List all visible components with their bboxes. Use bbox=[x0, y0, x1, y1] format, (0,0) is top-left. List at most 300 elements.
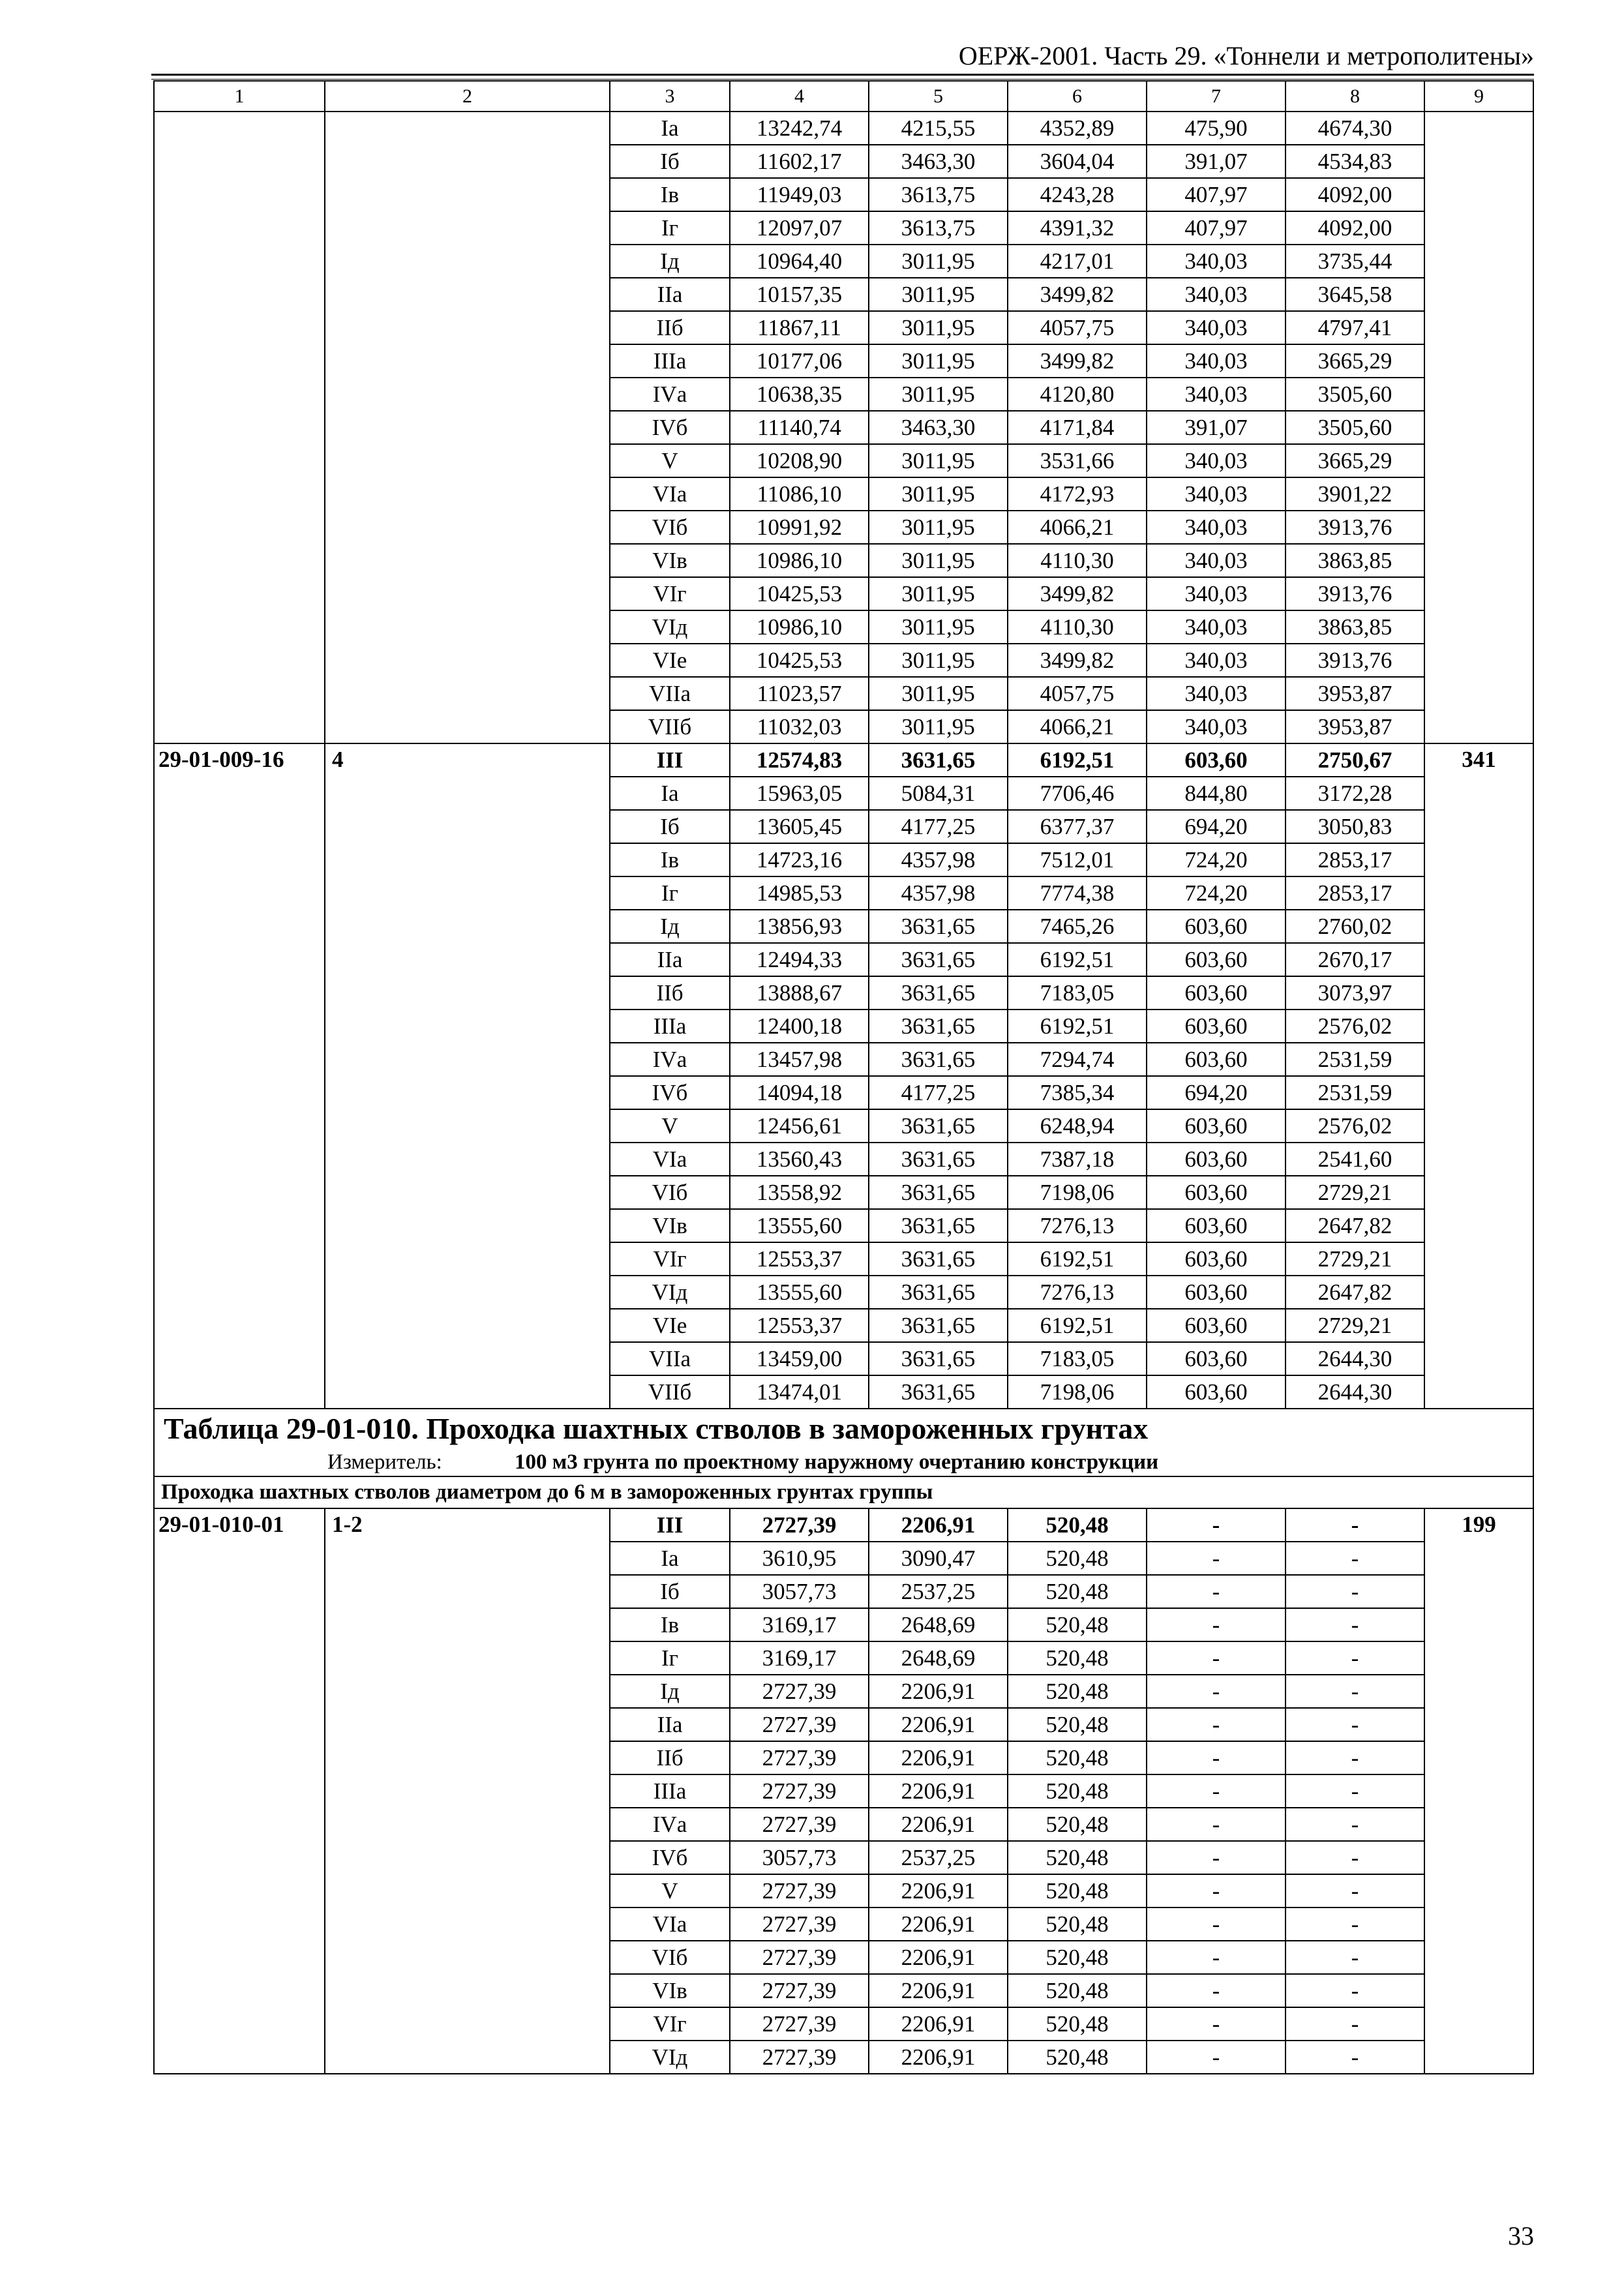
region-code: III bbox=[610, 1508, 730, 1542]
cost-value: 844,80 bbox=[1147, 777, 1286, 810]
cost-value: 10425,53 bbox=[730, 644, 869, 677]
cost-value: 340,03 bbox=[1147, 710, 1286, 743]
cost-value: 2531,59 bbox=[1286, 1076, 1424, 1109]
cost-value: 2206,91 bbox=[869, 1708, 1008, 1741]
cost-value: 3735,44 bbox=[1286, 245, 1424, 278]
cost-value: - bbox=[1147, 1641, 1286, 1675]
region-code: VIа bbox=[610, 1143, 730, 1176]
cost-value: 3631,65 bbox=[869, 1309, 1008, 1342]
cost-value: 391,07 bbox=[1147, 411, 1286, 444]
rate-parameter: 4 bbox=[325, 743, 610, 1409]
cost-value: - bbox=[1147, 1974, 1286, 2007]
cost-value: - bbox=[1286, 1774, 1424, 1808]
cost-value: 2670,17 bbox=[1286, 943, 1424, 976]
cost-value: 340,03 bbox=[1147, 477, 1286, 511]
cost-value: 4217,01 bbox=[1008, 245, 1147, 278]
cost-value: 603,60 bbox=[1147, 1342, 1286, 1375]
cost-value: 2644,30 bbox=[1286, 1375, 1424, 1409]
cost-value: 2206,91 bbox=[869, 1874, 1008, 1908]
rate-code: 29-01-009-16 bbox=[154, 743, 325, 1409]
cost-value: 3011,95 bbox=[869, 544, 1008, 577]
region-code: VIа bbox=[610, 477, 730, 511]
cost-value: 7385,34 bbox=[1008, 1076, 1147, 1109]
cost-value: 10208,90 bbox=[730, 444, 869, 477]
region-code: V bbox=[610, 444, 730, 477]
region-code: VIе bbox=[610, 644, 730, 677]
cost-value: 4172,93 bbox=[1008, 477, 1147, 511]
cost-value: 3631,65 bbox=[869, 910, 1008, 943]
cost-value: 2727,39 bbox=[730, 1508, 869, 1542]
cost-value: 3090,47 bbox=[869, 1542, 1008, 1575]
cost-value: 13560,43 bbox=[730, 1143, 869, 1176]
cost-value: 340,03 bbox=[1147, 245, 1286, 278]
cost-value: 2727,39 bbox=[730, 2041, 869, 2074]
cost-value: 3011,95 bbox=[869, 378, 1008, 411]
cost-value: 11140,74 bbox=[730, 411, 869, 444]
cost-value: - bbox=[1286, 2041, 1424, 2074]
cost-value: 3913,76 bbox=[1286, 577, 1424, 610]
cost-value: 2206,91 bbox=[869, 1974, 1008, 2007]
rates-table-body bbox=[154, 81, 1533, 2074]
cost-value: 3631,65 bbox=[869, 1276, 1008, 1309]
region-code: Iв bbox=[610, 178, 730, 211]
cost-value: - bbox=[1147, 1841, 1286, 1874]
running-header: ОЕРЖ-2001. Часть 29. «Тоннели и метрополитены» bbox=[958, 41, 1534, 70]
cost-value: 3505,60 bbox=[1286, 411, 1424, 444]
region-code: Iа bbox=[610, 777, 730, 810]
cost-value: 3073,97 bbox=[1286, 976, 1424, 1010]
cost-value: 15963,05 bbox=[730, 777, 869, 810]
cost-value: - bbox=[1286, 1675, 1424, 1708]
cost-value: 6192,51 bbox=[1008, 743, 1147, 777]
cost-value: 603,60 bbox=[1147, 743, 1286, 777]
cost-value: 3604,04 bbox=[1008, 145, 1147, 178]
table-title: Таблица 29-01-010. Проходка шахтных стволов в замороженных грунтах bbox=[154, 1409, 1533, 1448]
cost-value: 3011,95 bbox=[869, 477, 1008, 511]
cost-value: 3011,95 bbox=[869, 444, 1008, 477]
cost-value: 3631,65 bbox=[869, 976, 1008, 1010]
region-code: IIб bbox=[610, 311, 730, 344]
col-number: 2 bbox=[325, 81, 610, 112]
cost-value: 4534,83 bbox=[1286, 145, 1424, 178]
resource-ref: 341 bbox=[1424, 743, 1533, 1409]
cost-value: 603,60 bbox=[1147, 1276, 1286, 1309]
cost-value: 603,60 bbox=[1147, 943, 1286, 976]
measure-row bbox=[154, 1448, 1533, 1476]
cost-value: 3631,65 bbox=[869, 943, 1008, 976]
cost-value: - bbox=[1286, 1708, 1424, 1741]
cost-value: - bbox=[1147, 1908, 1286, 1941]
region-code: Iв bbox=[610, 843, 730, 876]
cost-value: 3631,65 bbox=[869, 1143, 1008, 1176]
col-number: 5 bbox=[869, 81, 1008, 112]
cost-value: - bbox=[1286, 1608, 1424, 1641]
region-code: Iв bbox=[610, 1608, 730, 1641]
cost-value: - bbox=[1286, 1974, 1424, 2007]
cost-value: 13856,93 bbox=[730, 910, 869, 943]
cost-value: - bbox=[1147, 1741, 1286, 1774]
cost-value: 12574,83 bbox=[730, 743, 869, 777]
rates-table bbox=[153, 80, 1534, 2074]
cost-value: 3901,22 bbox=[1286, 477, 1424, 511]
cost-value: 3169,17 bbox=[730, 1641, 869, 1675]
cost-value: 3463,30 bbox=[869, 411, 1008, 444]
cost-value: 603,60 bbox=[1147, 1043, 1286, 1076]
cost-value: 724,20 bbox=[1147, 843, 1286, 876]
cost-value: 603,60 bbox=[1147, 1209, 1286, 1242]
cost-value: 340,03 bbox=[1147, 278, 1286, 311]
region-code: VIд bbox=[610, 610, 730, 644]
cost-value: 2206,91 bbox=[869, 1508, 1008, 1542]
cost-value: 603,60 bbox=[1147, 1143, 1286, 1176]
region-code: Iа bbox=[610, 1542, 730, 1575]
cost-value: 3057,73 bbox=[730, 1575, 869, 1608]
cost-value: 3011,95 bbox=[869, 644, 1008, 677]
region-code: IVа bbox=[610, 378, 730, 411]
cost-value: 603,60 bbox=[1147, 1010, 1286, 1043]
cost-value: 2729,21 bbox=[1286, 1176, 1424, 1209]
region-code: VIд bbox=[610, 2041, 730, 2074]
cost-value: 2853,17 bbox=[1286, 843, 1424, 876]
cost-value: 520,48 bbox=[1008, 1542, 1147, 1575]
cost-value: - bbox=[1147, 1508, 1286, 1542]
cost-value: - bbox=[1286, 1508, 1424, 1542]
cost-value: 11032,03 bbox=[730, 710, 869, 743]
region-code: VIг bbox=[610, 2007, 730, 2041]
cost-value: 3913,76 bbox=[1286, 511, 1424, 544]
col-number: 4 bbox=[730, 81, 869, 112]
cost-value: 340,03 bbox=[1147, 544, 1286, 577]
cost-value: - bbox=[1286, 1874, 1424, 1908]
cost-value: 7183,05 bbox=[1008, 1342, 1147, 1375]
cost-value: 520,48 bbox=[1008, 2007, 1147, 2041]
cost-value: 603,60 bbox=[1147, 910, 1286, 943]
cost-value: 4120,80 bbox=[1008, 378, 1147, 411]
cost-value: 520,48 bbox=[1008, 1974, 1147, 2007]
cost-value: 13457,98 bbox=[730, 1043, 869, 1076]
cost-value: 3499,82 bbox=[1008, 278, 1147, 311]
region-code: IIIа bbox=[610, 1774, 730, 1808]
cost-value: - bbox=[1286, 1908, 1424, 1941]
cost-value: 340,03 bbox=[1147, 511, 1286, 544]
cost-value: 7198,06 bbox=[1008, 1176, 1147, 1209]
cost-value: - bbox=[1147, 2041, 1286, 2074]
cost-value: 6192,51 bbox=[1008, 1309, 1147, 1342]
cost-value: 2750,67 bbox=[1286, 743, 1424, 777]
column-number-row bbox=[154, 81, 1533, 112]
cost-value: 6377,37 bbox=[1008, 810, 1147, 843]
cost-value: - bbox=[1286, 1542, 1424, 1575]
cost-value: 13558,92 bbox=[730, 1176, 869, 1209]
col-number: 1 bbox=[154, 81, 325, 112]
cost-value: 4110,30 bbox=[1008, 544, 1147, 577]
cost-value: 10157,35 bbox=[730, 278, 869, 311]
cost-value: 520,48 bbox=[1008, 1774, 1147, 1808]
cost-value: 2647,82 bbox=[1286, 1276, 1424, 1309]
cost-value: 2727,39 bbox=[730, 1774, 869, 1808]
cost-value: 3631,65 bbox=[869, 1109, 1008, 1143]
cost-value: 3631,65 bbox=[869, 743, 1008, 777]
cost-value: 340,03 bbox=[1147, 344, 1286, 378]
cost-value: 3953,87 bbox=[1286, 710, 1424, 743]
cost-value: - bbox=[1286, 2007, 1424, 2041]
cost-value: - bbox=[1286, 1808, 1424, 1841]
cost-value: - bbox=[1286, 1741, 1424, 1774]
cost-value: 6192,51 bbox=[1008, 1242, 1147, 1276]
table-title-row bbox=[154, 1409, 1533, 1448]
cost-value: 3011,95 bbox=[869, 677, 1008, 710]
cost-value: 2531,59 bbox=[1286, 1043, 1424, 1076]
cost-value: 3057,73 bbox=[730, 1841, 869, 1874]
cost-value: 2727,39 bbox=[730, 1675, 869, 1708]
cost-value: 13888,67 bbox=[730, 976, 869, 1010]
region-code: Iб bbox=[610, 145, 730, 178]
cost-value: - bbox=[1286, 1841, 1424, 1874]
resource-ref bbox=[1424, 112, 1533, 743]
cost-value: 12456,61 bbox=[730, 1109, 869, 1143]
region-code: IIIа bbox=[610, 344, 730, 378]
cost-value: 520,48 bbox=[1008, 1874, 1147, 1908]
cost-value: 3011,95 bbox=[869, 311, 1008, 344]
region-code: Iа bbox=[610, 112, 730, 145]
cost-value: 2727,39 bbox=[730, 1908, 869, 1941]
region-code: VIб bbox=[610, 511, 730, 544]
cost-value: - bbox=[1286, 1575, 1424, 1608]
rate-parameter bbox=[325, 112, 610, 743]
cost-value: 13605,45 bbox=[730, 810, 869, 843]
measure-label: Измеритель: bbox=[327, 1450, 442, 1474]
cost-value: 3463,30 bbox=[869, 145, 1008, 178]
region-code: IVб bbox=[610, 1076, 730, 1109]
cost-value: 475,90 bbox=[1147, 112, 1286, 145]
cost-value: 520,48 bbox=[1008, 1808, 1147, 1841]
cost-value: 4177,25 bbox=[869, 1076, 1008, 1109]
cost-value: 2853,17 bbox=[1286, 876, 1424, 910]
cost-value: 6192,51 bbox=[1008, 943, 1147, 976]
region-code: Iг bbox=[610, 876, 730, 910]
cost-value: 7276,13 bbox=[1008, 1209, 1147, 1242]
cost-value: 7706,46 bbox=[1008, 777, 1147, 810]
cost-value: 3011,95 bbox=[869, 577, 1008, 610]
cost-value: 6248,94 bbox=[1008, 1109, 1147, 1143]
cost-value: 2541,60 bbox=[1286, 1143, 1424, 1176]
cost-value: 340,03 bbox=[1147, 378, 1286, 411]
region-code: Iд bbox=[610, 1675, 730, 1708]
cost-value: 2648,69 bbox=[869, 1608, 1008, 1641]
region-code: Iг bbox=[610, 1641, 730, 1675]
cost-value: 2727,39 bbox=[730, 1874, 869, 1908]
region-code: VIб bbox=[610, 1941, 730, 1974]
region-code: IIа bbox=[610, 1708, 730, 1741]
cost-value: - bbox=[1147, 2007, 1286, 2041]
cost-value: 4243,28 bbox=[1008, 178, 1147, 211]
cost-value: 2727,39 bbox=[730, 2007, 869, 2041]
cost-value: 4177,25 bbox=[869, 810, 1008, 843]
cost-value: 4674,30 bbox=[1286, 112, 1424, 145]
cost-value: 2648,69 bbox=[869, 1641, 1008, 1675]
region-code: VIв bbox=[610, 544, 730, 577]
table-row bbox=[154, 1508, 1533, 1542]
cost-value: 520,48 bbox=[1008, 1841, 1147, 1874]
region-code: IIб bbox=[610, 976, 730, 1010]
cost-value: 13242,74 bbox=[730, 112, 869, 145]
cost-value: 340,03 bbox=[1147, 444, 1286, 477]
cost-value: - bbox=[1147, 1675, 1286, 1708]
cost-value: 4797,41 bbox=[1286, 311, 1424, 344]
table-row bbox=[154, 112, 1533, 145]
cost-value: 3505,60 bbox=[1286, 378, 1424, 411]
region-code: VIг bbox=[610, 577, 730, 610]
cost-value: 3011,95 bbox=[869, 245, 1008, 278]
cost-value: 13474,01 bbox=[730, 1375, 869, 1409]
cost-value: - bbox=[1147, 1808, 1286, 1841]
cost-value: 11867,11 bbox=[730, 311, 869, 344]
region-code: VIв bbox=[610, 1974, 730, 2007]
cost-value: 12097,07 bbox=[730, 211, 869, 245]
cost-value: 520,48 bbox=[1008, 1608, 1147, 1641]
cost-value: 2206,91 bbox=[869, 2041, 1008, 2074]
cost-value: 2206,91 bbox=[869, 1774, 1008, 1808]
cost-value: 340,03 bbox=[1147, 577, 1286, 610]
cost-value: 3913,76 bbox=[1286, 644, 1424, 677]
cost-value: 4066,21 bbox=[1008, 710, 1147, 743]
cost-value: 6192,51 bbox=[1008, 1010, 1147, 1043]
region-code: Iд bbox=[610, 245, 730, 278]
cost-value: 2729,21 bbox=[1286, 1242, 1424, 1276]
cost-value: 407,97 bbox=[1147, 211, 1286, 245]
region-code: IIIа bbox=[610, 1010, 730, 1043]
measure-cell bbox=[154, 1448, 1533, 1476]
cost-value: 340,03 bbox=[1147, 644, 1286, 677]
cost-value: 2727,39 bbox=[730, 1974, 869, 2007]
cost-value: 603,60 bbox=[1147, 1309, 1286, 1342]
cost-value: 4092,00 bbox=[1286, 211, 1424, 245]
cost-value: - bbox=[1286, 1941, 1424, 1974]
cost-value: 603,60 bbox=[1147, 1375, 1286, 1409]
subheading-row bbox=[154, 1476, 1533, 1508]
cost-value: 4092,00 bbox=[1286, 178, 1424, 211]
cost-value: - bbox=[1147, 1608, 1286, 1641]
region-code: V bbox=[610, 1874, 730, 1908]
cost-value: 2537,25 bbox=[869, 1841, 1008, 1874]
region-code: VIIб bbox=[610, 1375, 730, 1409]
cost-value: 12553,37 bbox=[730, 1309, 869, 1342]
cost-value: 4352,89 bbox=[1008, 112, 1147, 145]
measure-value: 100 м3 грунта по проектному наружному очертанию конструкции bbox=[515, 1450, 1159, 1474]
cost-value: 3631,65 bbox=[869, 1209, 1008, 1242]
cost-value: 7294,74 bbox=[1008, 1043, 1147, 1076]
cost-value: 2206,91 bbox=[869, 1741, 1008, 1774]
region-code: IVб bbox=[610, 1841, 730, 1874]
cost-value: 2206,91 bbox=[869, 1941, 1008, 1974]
cost-value: 3499,82 bbox=[1008, 344, 1147, 378]
cost-value: 2206,91 bbox=[869, 2007, 1008, 2041]
cost-value: 3613,75 bbox=[869, 178, 1008, 211]
cost-value: 2576,02 bbox=[1286, 1010, 1424, 1043]
cost-value: 3011,95 bbox=[869, 710, 1008, 743]
cost-value: 3631,65 bbox=[869, 1010, 1008, 1043]
cost-value: 4357,98 bbox=[869, 876, 1008, 910]
cost-value: 4171,84 bbox=[1008, 411, 1147, 444]
cost-value: 520,48 bbox=[1008, 1741, 1147, 1774]
cost-value: 7183,05 bbox=[1008, 976, 1147, 1010]
cost-value: 14985,53 bbox=[730, 876, 869, 910]
cost-value: 10964,40 bbox=[730, 245, 869, 278]
cost-value: 12400,18 bbox=[730, 1010, 869, 1043]
cost-value: 3011,95 bbox=[869, 344, 1008, 378]
table-row bbox=[154, 743, 1533, 777]
cost-value: 520,48 bbox=[1008, 1941, 1147, 1974]
region-code: VIв bbox=[610, 1209, 730, 1242]
rate-code bbox=[154, 112, 325, 743]
cost-value: 10638,35 bbox=[730, 378, 869, 411]
cost-value: - bbox=[1147, 1575, 1286, 1608]
cost-value: 14094,18 bbox=[730, 1076, 869, 1109]
cost-value: 4215,55 bbox=[869, 112, 1008, 145]
cost-value: 7465,26 bbox=[1008, 910, 1147, 943]
cost-value: 3169,17 bbox=[730, 1608, 869, 1641]
cost-value: 14723,16 bbox=[730, 843, 869, 876]
cost-value: 7198,06 bbox=[1008, 1375, 1147, 1409]
cost-value: - bbox=[1147, 1774, 1286, 1808]
cost-value: 2760,02 bbox=[1286, 910, 1424, 943]
cost-value: 12553,37 bbox=[730, 1242, 869, 1276]
cost-value: 4391,32 bbox=[1008, 211, 1147, 245]
cost-value: 3050,83 bbox=[1286, 810, 1424, 843]
cost-value: - bbox=[1147, 1874, 1286, 1908]
region-code: VIг bbox=[610, 1242, 730, 1276]
cost-value: 340,03 bbox=[1147, 677, 1286, 710]
cost-value: 11949,03 bbox=[730, 178, 869, 211]
cost-value: 340,03 bbox=[1147, 610, 1286, 644]
col-number: 7 bbox=[1147, 81, 1286, 112]
cost-value: 3011,95 bbox=[869, 610, 1008, 644]
cost-value: 2537,25 bbox=[869, 1575, 1008, 1608]
rate-parameter: 1-2 bbox=[325, 1508, 610, 2074]
cost-value: 3610,95 bbox=[730, 1542, 869, 1575]
cost-value: 391,07 bbox=[1147, 145, 1286, 178]
cost-value: 3613,75 bbox=[869, 211, 1008, 245]
cost-value: 3011,95 bbox=[869, 278, 1008, 311]
cost-value: 3863,85 bbox=[1286, 610, 1424, 644]
cost-value: 603,60 bbox=[1147, 1176, 1286, 1209]
cost-value: 3172,28 bbox=[1286, 777, 1424, 810]
cost-value: 2206,91 bbox=[869, 1808, 1008, 1841]
cost-value: 2206,91 bbox=[869, 1908, 1008, 1941]
region-code: III bbox=[610, 743, 730, 777]
cost-value: 3011,95 bbox=[869, 511, 1008, 544]
region-code: VIIа bbox=[610, 677, 730, 710]
col-number: 6 bbox=[1008, 81, 1147, 112]
cost-value: 10986,10 bbox=[730, 544, 869, 577]
cost-value: 7387,18 bbox=[1008, 1143, 1147, 1176]
cost-value: 2576,02 bbox=[1286, 1109, 1424, 1143]
region-code: Iд bbox=[610, 910, 730, 943]
cost-value: 520,48 bbox=[1008, 1908, 1147, 1941]
cost-value: 4057,75 bbox=[1008, 311, 1147, 344]
cost-value: 340,03 bbox=[1147, 311, 1286, 344]
col-number: 9 bbox=[1424, 81, 1533, 112]
cost-value: 2644,30 bbox=[1286, 1342, 1424, 1375]
cost-value: 4357,98 bbox=[869, 843, 1008, 876]
cost-value: 11086,10 bbox=[730, 477, 869, 511]
cost-value: 520,48 bbox=[1008, 2041, 1147, 2074]
cost-value: 11602,17 bbox=[730, 145, 869, 178]
cost-value: 694,20 bbox=[1147, 810, 1286, 843]
cost-value: 2647,82 bbox=[1286, 1209, 1424, 1242]
region-code: VIе bbox=[610, 1309, 730, 1342]
col-number: 8 bbox=[1286, 81, 1424, 112]
